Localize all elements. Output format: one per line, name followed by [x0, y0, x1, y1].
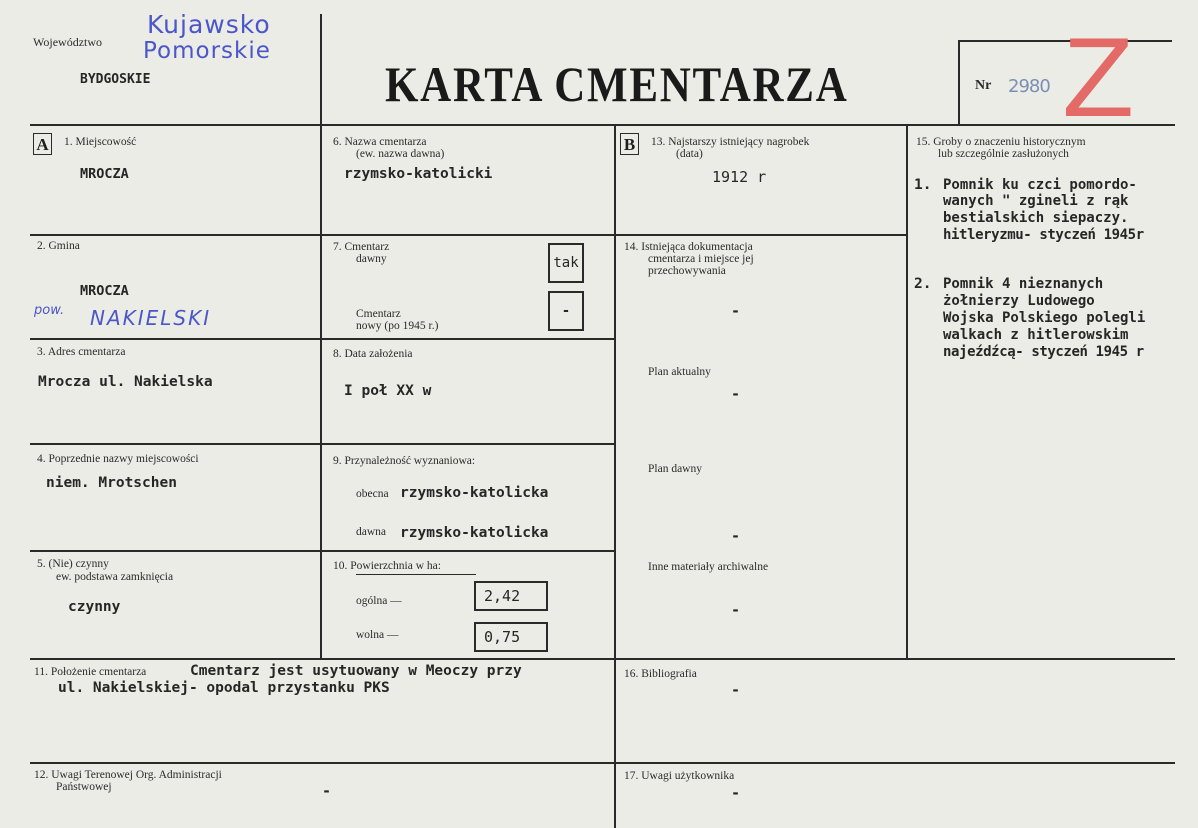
nr-label: Nr: [975, 78, 992, 93]
page-title: KARTA CMENTARZA: [385, 56, 849, 112]
rule-row1-left: [30, 234, 616, 236]
plan-current-label: Plan aktualny: [648, 366, 711, 378]
field15-item2-number: 2.: [914, 276, 932, 292]
field9-former-label: dawna: [356, 526, 387, 538]
field1-label: 1. Miejscowość: [64, 136, 137, 148]
field12-label-2: Państwowej: [56, 781, 112, 793]
field9-label: 9. Przynależność wyznaniowa:: [333, 455, 476, 467]
field14-label-2: cmentarza i miejsce jej: [648, 253, 754, 265]
field17-value: -: [731, 784, 741, 802]
field14-label-3: przechowywania: [648, 265, 726, 277]
field15-item1-line: hitleryzmu- styczeń 1945r: [943, 227, 1144, 243]
field6-label-1: 6. Nazwa cmentarza: [333, 136, 427, 148]
letter-mark: Z: [1062, 15, 1135, 140]
field7-new-label-1: Cmentarz: [356, 308, 401, 320]
field10-total-box: 2,42: [474, 581, 548, 611]
field15-item1-line: wanych " zgineli z rąk: [943, 193, 1129, 209]
field16-label: 16. Bibliografia: [624, 668, 697, 680]
field10-total-label: ogólna —: [356, 595, 402, 607]
rule-row3: [30, 443, 616, 445]
field7-new-label-2: nowy (po 1945 r.): [356, 320, 439, 332]
section-a-marker: A: [33, 133, 52, 155]
field9-current-value: rzymsko-katolicka: [400, 485, 549, 501]
rule-row5: [30, 658, 1175, 660]
field2-handwritten-value: NAKIELSKI: [90, 306, 212, 330]
field5-value: czynny: [68, 599, 121, 615]
rule-row2-left: [30, 338, 322, 340]
field9-current-label: obecna: [356, 488, 389, 500]
field2-value: MROCZA: [80, 283, 129, 299]
field11-line-1: Cmentarz jest usytuowany w Meoczy przy: [190, 663, 522, 679]
col3-divider: [906, 126, 908, 660]
rule-row4: [30, 550, 616, 552]
field15-item2-line: żołnierzy Ludowego: [943, 293, 1095, 309]
rule-row2-mid: [320, 338, 616, 340]
field12-label-1: 12. Uwagi Terenowej Org. Administracji: [34, 769, 222, 781]
field15-item1-line: Pomnik ku czci pomordo-: [943, 177, 1137, 193]
col1-divider: [320, 126, 322, 660]
field11-label: 11. Położenie cmentarza: [34, 666, 147, 678]
field15-label-2: lub szczególnie zasłużonych: [938, 148, 1069, 160]
field10-free-label: wolna —: [356, 629, 399, 641]
field3-label: 3. Adres cmentarza: [37, 346, 126, 358]
field8-value: I poł XX w: [344, 383, 432, 399]
field7-old-box: tak: [548, 243, 584, 283]
field6-label-2: (ew. nazwa dawna): [356, 148, 445, 160]
field14-value: -: [731, 302, 741, 320]
field9-former-value: rzymsko-katolicka: [400, 525, 549, 541]
field5-label-1: 5. (Nie) czynny: [37, 558, 109, 570]
field3-value: Mrocza ul. Nakielska: [38, 374, 213, 390]
field13-label-2: (data): [676, 148, 703, 160]
field4-value: niem. Mrotschen: [46, 475, 177, 491]
stamp-line-1: Kujawsko: [147, 10, 271, 39]
field11-line-2: ul. Nakielskiej- opodal przystanku PKS: [58, 680, 390, 696]
field15-item2-line: najeźdźcą- styczeń 1945 r: [943, 344, 1144, 360]
field2-label: 2. Gmina: [37, 240, 80, 252]
field10-label-underline: [356, 574, 476, 575]
field16-value: -: [731, 681, 741, 699]
field7-label-1: 7. Cmentarz: [333, 241, 390, 253]
field12-value: -: [322, 782, 332, 800]
field8-label: 8. Data założenia: [333, 348, 413, 360]
field15-item2-line: Wojska Polskiego polegli: [943, 310, 1146, 326]
nr-value: 2980: [1008, 76, 1050, 97]
archives-value: -: [731, 601, 741, 619]
stamp-line-2: Pomorskie: [143, 38, 271, 64]
plan-current-value: -: [731, 385, 741, 403]
header-divider: [320, 14, 322, 126]
field15-label-1: 15. Groby o znaczeniu historycznym: [916, 136, 1086, 148]
field7-label-2: dawny: [356, 253, 387, 265]
field14-label-1: 14. Istniejąca dokumentacja: [624, 241, 753, 253]
field5-label-2: ew. podstawa zamknięcia: [56, 571, 174, 583]
plan-old-label: Plan dawny: [648, 463, 702, 475]
rule-row6: [30, 762, 1175, 764]
field13-label-1: 13. Najstarszy istniejący nagrobek: [651, 136, 810, 148]
field4-label: 4. Poprzednie nazwy miejscowości: [37, 453, 199, 465]
rule-row1-b: [614, 234, 908, 236]
field1-value: MROCZA: [80, 166, 129, 182]
field10-label: 10. Powierzchnia w ha:: [333, 560, 441, 572]
section-b-marker: B: [620, 133, 639, 155]
field2-handwritten-prefix: pow.: [34, 303, 65, 318]
field13-value: 1912 r: [712, 168, 767, 186]
plan-old-value: -: [731, 527, 741, 545]
wojewodztwo-value: BYDGOSKIE: [80, 72, 151, 87]
field10-free-box: 0,75: [474, 622, 548, 652]
field15-item2-line: Pomnik 4 nieznanych: [943, 276, 1104, 292]
archives-label: Inne materiały archiwalne: [648, 561, 769, 573]
field7-new-box: -: [548, 291, 584, 331]
wojewodztwo-label: Województwo: [33, 35, 103, 49]
field15-item2-line: walkach z hitlerowskim: [943, 327, 1129, 343]
field15-item1-number: 1.: [914, 177, 932, 193]
field6-value: rzymsko-katolicki: [344, 166, 493, 182]
field17-label: 17. Uwagi użytkownika: [624, 770, 735, 782]
field15-item1-line: bestialskich siepaczy.: [943, 210, 1129, 226]
col2-divider: [614, 126, 616, 828]
